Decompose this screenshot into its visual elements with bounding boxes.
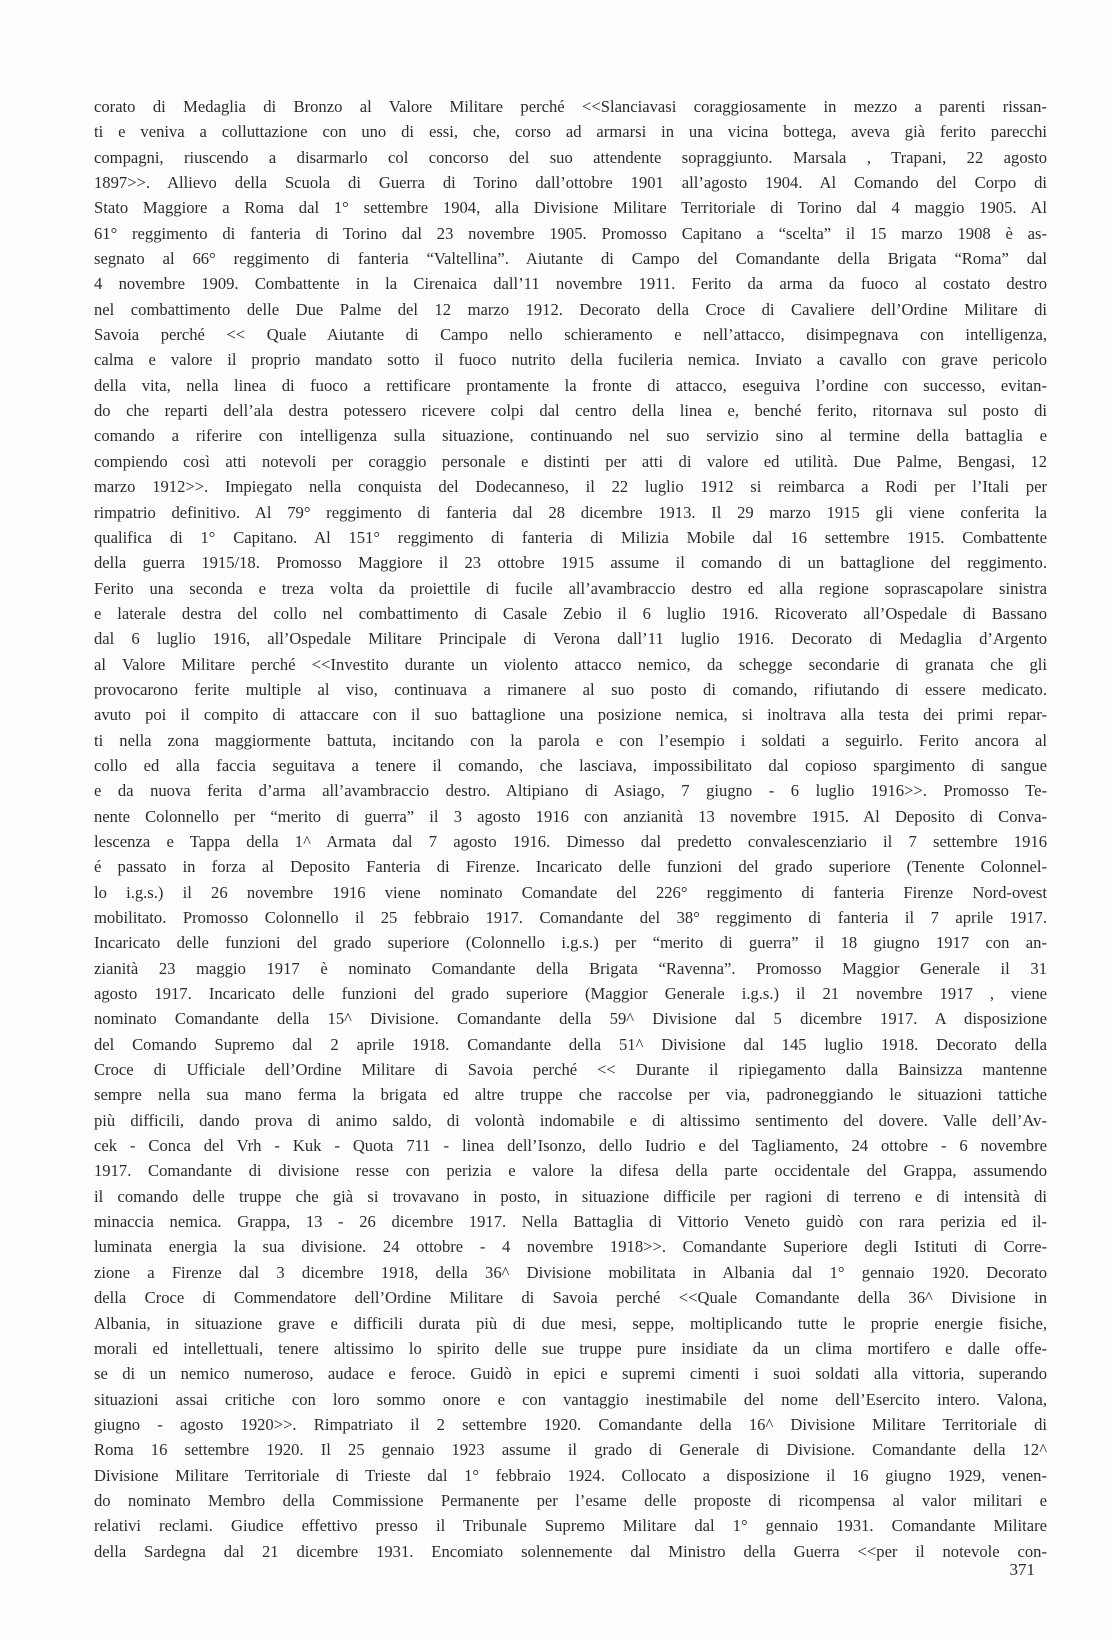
text-line: della guerra 1915/18. Promosso Maggiore il 23 ottobre 1915 assume il comando di un battaglione del reggimento. <box>94 553 1047 573</box>
text-line: qualifica di 1° Capitano. Al 151° reggimento di fanteria di Milizia Mobile dal 16 settembre 1915. Combattente <box>94 527 1047 547</box>
text-line: e laterale destra del collo nel combattimento di Casale Zebio il 6 luglio 1916. Ricoverato all’Ospedale di Bassano <box>94 603 1047 623</box>
text-line: rimpatrio definitivo. Al 79° reggimento di fanteria dal 28 dicembre 1913. Il 29 marzo 1915 gli viene conferita la <box>94 502 1047 522</box>
text-line: Ferito una seconda e treza volta da proiettile di fucile all’avambraccio destro ed alla regione soprascapolare sinistra <box>94 578 1047 598</box>
text-line: dal 6 luglio 1916, all’Ospedale Militare Principale di Verona dall’11 luglio 1916. Decorato di Medaglia d’Argento <box>94 629 1047 649</box>
text-line: Roma 16 settembre 1920. Il 25 gennaio 1923 assume il grado di Generale di Divisione. Comandante della 12^ <box>94 1440 1047 1460</box>
text-line: 4 novembre 1909. Combattente in la Cirenaica dall’11 novembre 1911. Ferito da arma da fuoco al costato destro <box>94 274 1047 294</box>
text-line: della vita, nella linea di fuoco a rettificare prontamente la fronte di attacco, eseguiva l’ordine con successo, evitan- <box>94 375 1047 395</box>
text-line: 1917. Comandante di divisione resse con perizia e valore la difesa della parte occidentale del Grappa, assumendo <box>94 1161 1047 1181</box>
text-line: é passato in forza al Deposito Fanteria di Firenze. Incaricato delle funzioni del grado superiore (Tenente Colonnel- <box>94 857 1047 877</box>
text-line: della Sardegna dal 21 dicembre 1931. Encomiato solennemente dal Ministro della Guerra <<per il notevole con- <box>94 1541 1047 1561</box>
text-line: della Croce di Commendatore dell’Ordine Militare di Savoia perché <<Quale Comandante della 36^ Divisione in <box>94 1288 1047 1308</box>
text-line: compagni, riuscendo a disarmarlo col concorso del suo attendente sopraggiunto. Marsala , Trapani, 22 agosto <box>94 147 1047 167</box>
text-line: morali ed intellettuali, tenere altissimo lo spirito delle sue truppe pure insidiate da un clima mortifero e dalle offe- <box>94 1338 1047 1358</box>
text-line: e da nuova ferita d’arma all’avambraccio destro. Altipiano di Asiago, 7 giugno - 6 luglio 1916>>. Promosso Te- <box>94 781 1047 801</box>
text-line: mobilitato. Promosso Colonnello il 25 febbraio 1917. Comandante del 38° reggimento di fanteria il 7 aprile 1917. <box>94 908 1047 927</box>
text-line: se di un nemico numeroso, audace e feroce. Guidò in epici e supremi cimenti i suoi soldati alla vittoria, superando <box>94 1364 1047 1384</box>
text-line: Savoia perché << Quale Aiutante di Campo nello schieramento e nell’attacco, disimpegnava con intelligenza, <box>94 325 1047 345</box>
text-line: lescenza e Tappa della 1^ Armata dal 7 agosto 1916. Dimesso dal predetto convalescenziario il 7 settembre 1916 <box>94 831 1047 851</box>
page-number: 371 <box>1009 1560 1035 1579</box>
text-line: minaccia nemica. Grappa, 13 - 26 dicembre 1917. Nella Battaglia di Vittorio Veneto guidò con rara perizia ed il- <box>94 1212 1047 1232</box>
text-line: Divisione Militare Territoriale di Trieste dal 1° febbraio 1924. Collocato a disposizione il 16 giugno 1929, venen- <box>94 1465 1047 1485</box>
text-line: situazioni assai critiche con loro sommo onore e con vantaggio inestimabile del nome dell’Esercito intero. Valona, <box>94 1389 1047 1409</box>
text-line: comando a riferire con intelligenza sulla situazione, continuando nel suo servizio sino al termine della battaglia e <box>94 426 1047 446</box>
text-line: ti nella zona maggiormente battuta, incitando con la parola e con l’esempio i soldati a seguirlo. Ferito ancora al <box>94 730 1047 750</box>
text-line: do che reparti dell’ala destra potessero ricevere colpi dal centro della linea e, benché ferito, ritornava sul posto di <box>94 401 1047 421</box>
text-line: compiendo così atti notevoli per coraggio personale e distinti per atti di valore ed utilità. Due Palme, Bengasi, 12 <box>94 451 1047 471</box>
text-line: più difficili, dando prova di animo saldo, di volontà indomabile e di altissimo sentimento del dovere. Valle dell’Av- <box>94 1110 1047 1130</box>
text-line: del Comando Supremo dal 2 aprile 1918. Comandante della 51^ Divisione dal 145 luglio 1918. Decorato della <box>94 1034 1047 1054</box>
body-text <box>94 94 1047 1564</box>
text-line: Albania, in situazione grave e difficili durata più di due mesi, seppe, moltiplicando tutte le proprie energie fisiche, <box>94 1313 1047 1333</box>
text-line: agosto 1917. Incaricato delle funzioni del grado superiore (Maggior Generale i.g.s.) il 21 novembre 1917 , viene <box>94 984 1047 1004</box>
text-line: segnato al 66° reggimento di fanteria “Valtellina”. Aiutante di Campo del Comandante della Brigata “Roma” dal <box>94 249 1047 269</box>
text-line: nente Colonnello per “merito di guerra” il 3 agosto 1916 con anzianità 13 novembre 1915. Al Deposito di Conva- <box>94 806 1047 826</box>
text-line: giugno - agosto 1920>>. Rimpatriato il 2 settembre 1920. Comandante della 16^ Divisione Militare Territoriale di <box>94 1414 1047 1434</box>
text-line: il comando delle truppe che già si trovavano in posto, in situazione difficile per ragioni di terreno e di intensità di <box>94 1186 1047 1206</box>
text-line: ti e veniva a colluttazione con uno di essi, che, corso ad armarsi in una vicina bottega, aveva già ferito parecchi <box>94 122 1047 142</box>
text-line: 61° reggimento di fanteria di Torino dal 23 novembre 1905. Promosso Capitano a “scelta” il 15 marzo 1908 è as- <box>94 223 1047 243</box>
text-line: nominato Comandante della 15^ Divisione. Comandante della 59^ Divisione dal 5 dicembre 1917. A disposizione <box>94 1009 1047 1029</box>
text-line: lo i.g.s.) il 26 novembre 1916 viene nominato Comandate del 226° reggimento di fanteria Firenze Nord-ovest <box>94 882 1047 902</box>
text-line: Stato Maggiore a Roma dal 1° settembre 1904, alla Divisione Militare Territoriale di Torino dal 4 maggio 1905. Al <box>94 198 1047 218</box>
text-line: nel combattimento delle Due Palme del 12 marzo 1912. Decorato della Croce di Cavaliere dell’Ordine Militare di <box>94 299 1047 319</box>
text-line: do nominato Membro della Commissione Permanente per l’esame delle proposte di ricompensa al valor militari e <box>94 1490 1047 1510</box>
text-line: calma e valore il proprio mandato sotto il fuoco nutrito della fucileria nemica. Inviato a cavallo con grave pericolo <box>94 350 1047 370</box>
text-line: luminata energia la sua divisione. 24 ottobre - 4 novembre 1918>>. Comandante Superiore degli Istituti di Corre- <box>94 1237 1047 1257</box>
text-line: zianità 23 maggio 1917 è nominato Comandante della Brigata “Ravenna”. Promosso Maggior Generale il 31 <box>94 958 1047 978</box>
text-line: cek - Conca del Vrh - Kuk - Quota 711 - linea dell’Isonzo, dello Iudrio e del Tagliamento, 24 ottobre - 6 novembre <box>94 1136 1047 1156</box>
text-line: zione a Firenze dal 3 dicembre 1918, della 36^ Divisione mobilitata in Albania dal 1° gennaio 1920. Decorato <box>94 1262 1047 1282</box>
text-line: Croce di Ufficiale dell’Ordine Militare di Savoia perché << Durante il ripiegamento dalla Bainsizza mantenne <box>94 1060 1047 1080</box>
text-line: al Valore Militare perché <<Investito durante un violento attacco nemico, da schegge secondarie di granata che gli <box>94 654 1047 674</box>
text-line: relativi reclami. Giudice effettivo presso il Tribunale Supremo Militare dal 1° gennaio 1931. Comandante Militare <box>94 1516 1047 1536</box>
text-line: sempre nella sua mano ferma la brigata ed altre truppe che raccolse per via, padroneggiando le situazioni tattiche <box>94 1085 1047 1105</box>
text-line: 1897>>. Allievo della Scuola di Guerra di Torino dall’ottobre 1901 all’agosto 1904. Al Comando del Corpo di <box>94 173 1047 193</box>
text-line: Incaricato delle funzioni del grado superiore (Colonnello i.g.s.) per “merito di guerra” il 18 giugno 1917 con an- <box>94 933 1047 953</box>
text-line: collo ed alla faccia seguitava a tenere il comando, che lasciava, impossibilitato dal copioso spargimento di sangue <box>94 755 1047 775</box>
text-line: provocarono ferite multiple al viso, continuava a rimanere al suo posto di comando, rifiutando di essere medicato. <box>94 679 1047 699</box>
text-line: avuto poi il compito di attaccare con il suo battaglione una posizione nemica, si inoltrava alla testa dei primi repar- <box>94 705 1047 725</box>
text-line: marzo 1912>>. Impiegato nella conquista del Dodecanneso, il 22 luglio 1912 si reimbarca a Rodi per l’Itali per <box>94 477 1047 497</box>
text-line: corato di Medaglia di Bronzo al Valore Militare perché <<Slanciavasi coraggiosamente in mezzo a parenti rissan- <box>94 97 1047 116</box>
